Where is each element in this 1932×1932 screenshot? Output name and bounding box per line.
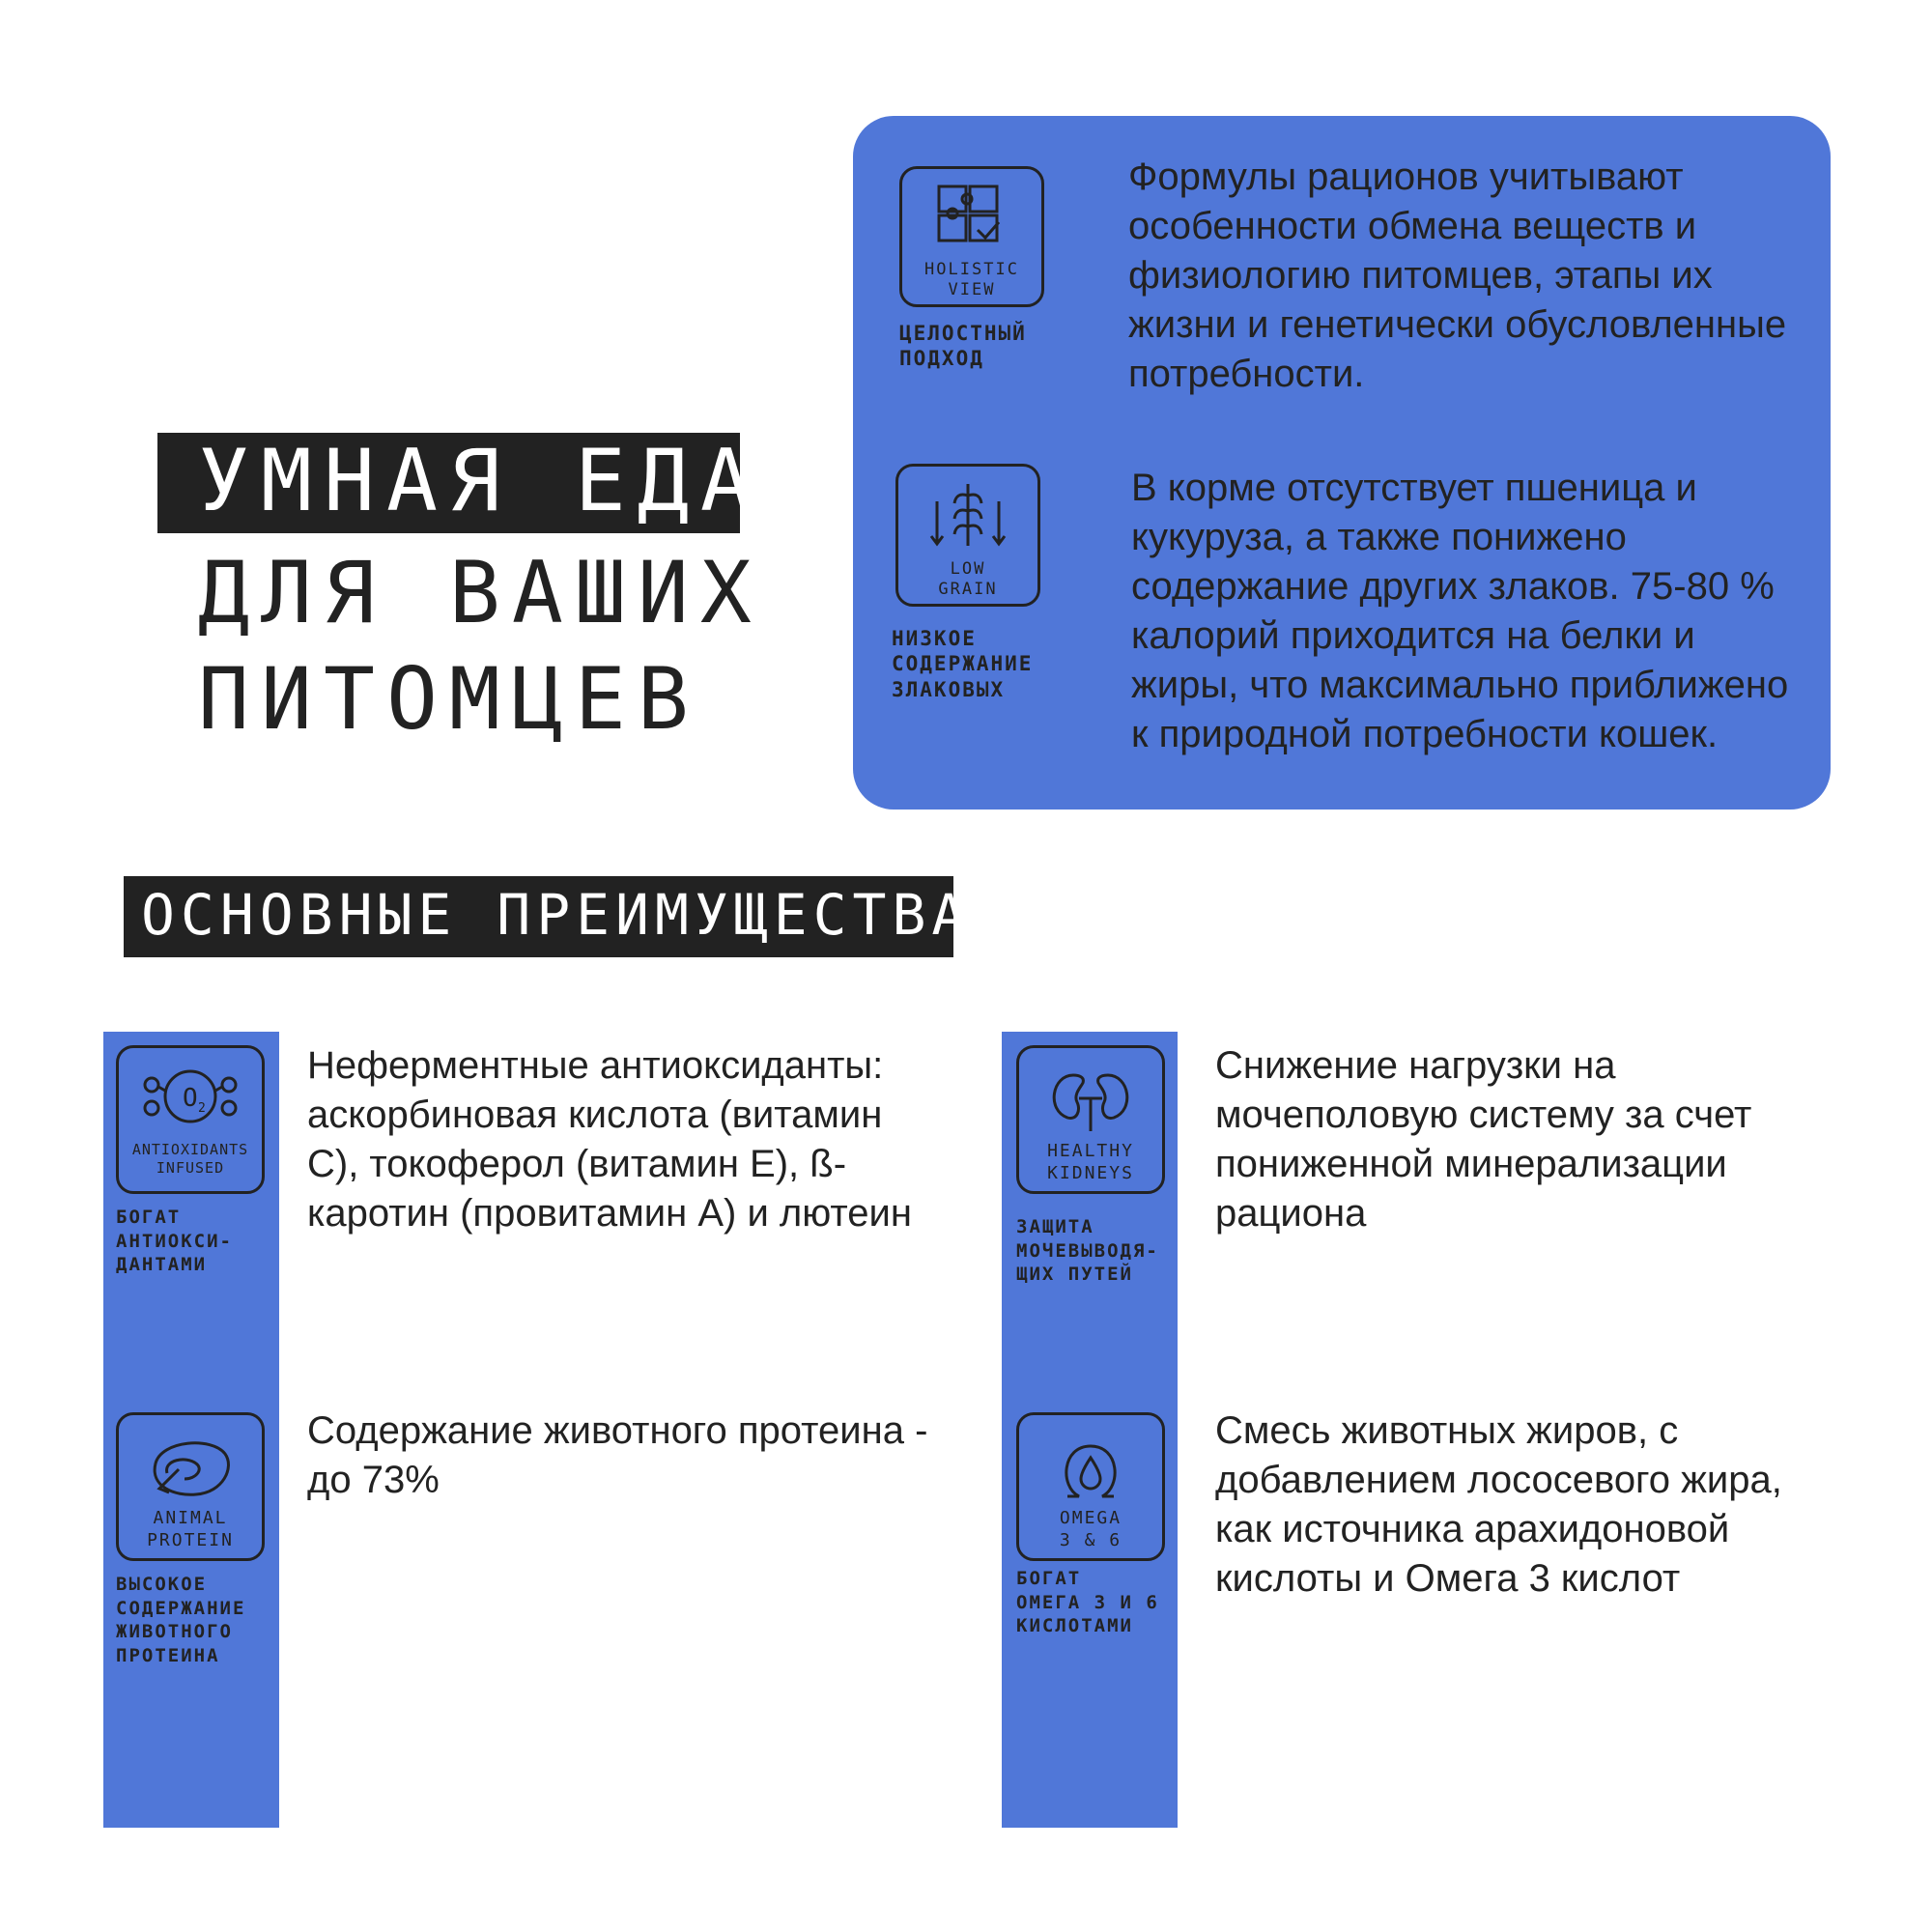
svg-text:O: O	[183, 1084, 198, 1113]
benefit-text-kidneys: Снижение нагрузки на мочеполовую систему за счет пониженной минерализации рациона	[1215, 1044, 1752, 1235]
puzzle-icon	[899, 166, 1044, 307]
headline-line-3: ПИТОМЦЕВ	[198, 649, 700, 749]
card-text-low-grain: В корме отсутствует пшеница и кукуруза, а также понижено содержание других злаков. 75-80 % калорий приходится на белки и жиры, что максимально приближено к природной потребности кошек.	[1131, 467, 1789, 755]
omega-drop-icon	[1016, 1412, 1165, 1561]
headline-line-1: УМНАЯ ЕДА	[198, 431, 763, 530]
benefit-text-antioxidants: Неферментные антиоксиданты: аскорбиновая кислота (витамин C), токоферол (витамин E), ß- каротин (провитамин А) и лютеин	[307, 1044, 912, 1235]
omega-label: OMEGA 3 & 6	[1059, 1508, 1122, 1550]
wheat-icon	[895, 464, 1040, 607]
benefit-text-omega: Смесь животных жиров, с добавлением лососевого жира, как источника арахидоновой кислоты и Омега 3 кислот	[1215, 1409, 1782, 1600]
svg-text:2: 2	[198, 1101, 206, 1116]
caption-holistic: ЦЕЛОСТНЫЙ ПОДХОД	[899, 322, 1027, 371]
headline-line-2: ДЛЯ ВАШИХ	[198, 543, 763, 642]
caption-protein: ВЫСОКОЕ СОДЕРЖАНИЕ ЖИВОТНОГО ПРОТЕИНА	[116, 1574, 246, 1667]
card-text-holistic: Формулы рационов учитывают особенности обмена веществ и физиологию питомцев, этапы их жизни и генетически обусловленные потребности.	[1128, 156, 1787, 395]
caption-omega: БОГАТ ОМЕГА 3 И 6 КИСЛОТАМИ	[1016, 1568, 1159, 1637]
o2-molecule-icon	[116, 1045, 265, 1194]
meat-icon	[116, 1412, 265, 1561]
benefit-text-protein: Содержание животного протеина - до 73%	[307, 1409, 928, 1501]
info-card	[853, 116, 1831, 810]
holistic-view-label: HOLISTIC VIEW	[924, 260, 1019, 300]
antioxidants-label: ANTIOXIDANTS INFUSED	[131, 1141, 249, 1177]
caption-antioxidants: БОГАТ АНТИОКСИ- ДАНТАМИ	[116, 1207, 233, 1276]
kidneys-icon	[1016, 1045, 1165, 1194]
low-grain-label: LOW GRAIN	[938, 559, 998, 600]
section-title: ОСНОВНЫЕ ПРЕИМУЩЕСТВА	[141, 882, 972, 948]
caption-low-grain: НИЗКОЕ СОДЕРЖАНИЕ ЗЛАКОВЫХ	[892, 627, 1034, 701]
healthy-kidneys-label: HEALTHY KIDNEYS	[1047, 1141, 1134, 1183]
caption-kidneys: ЗАЩИТА МОЧЕВЫВОДЯ- ЩИХ ПУТЕЙ	[1016, 1216, 1159, 1286]
animal-protein-label: ANIMAL PROTEIN	[147, 1508, 234, 1550]
